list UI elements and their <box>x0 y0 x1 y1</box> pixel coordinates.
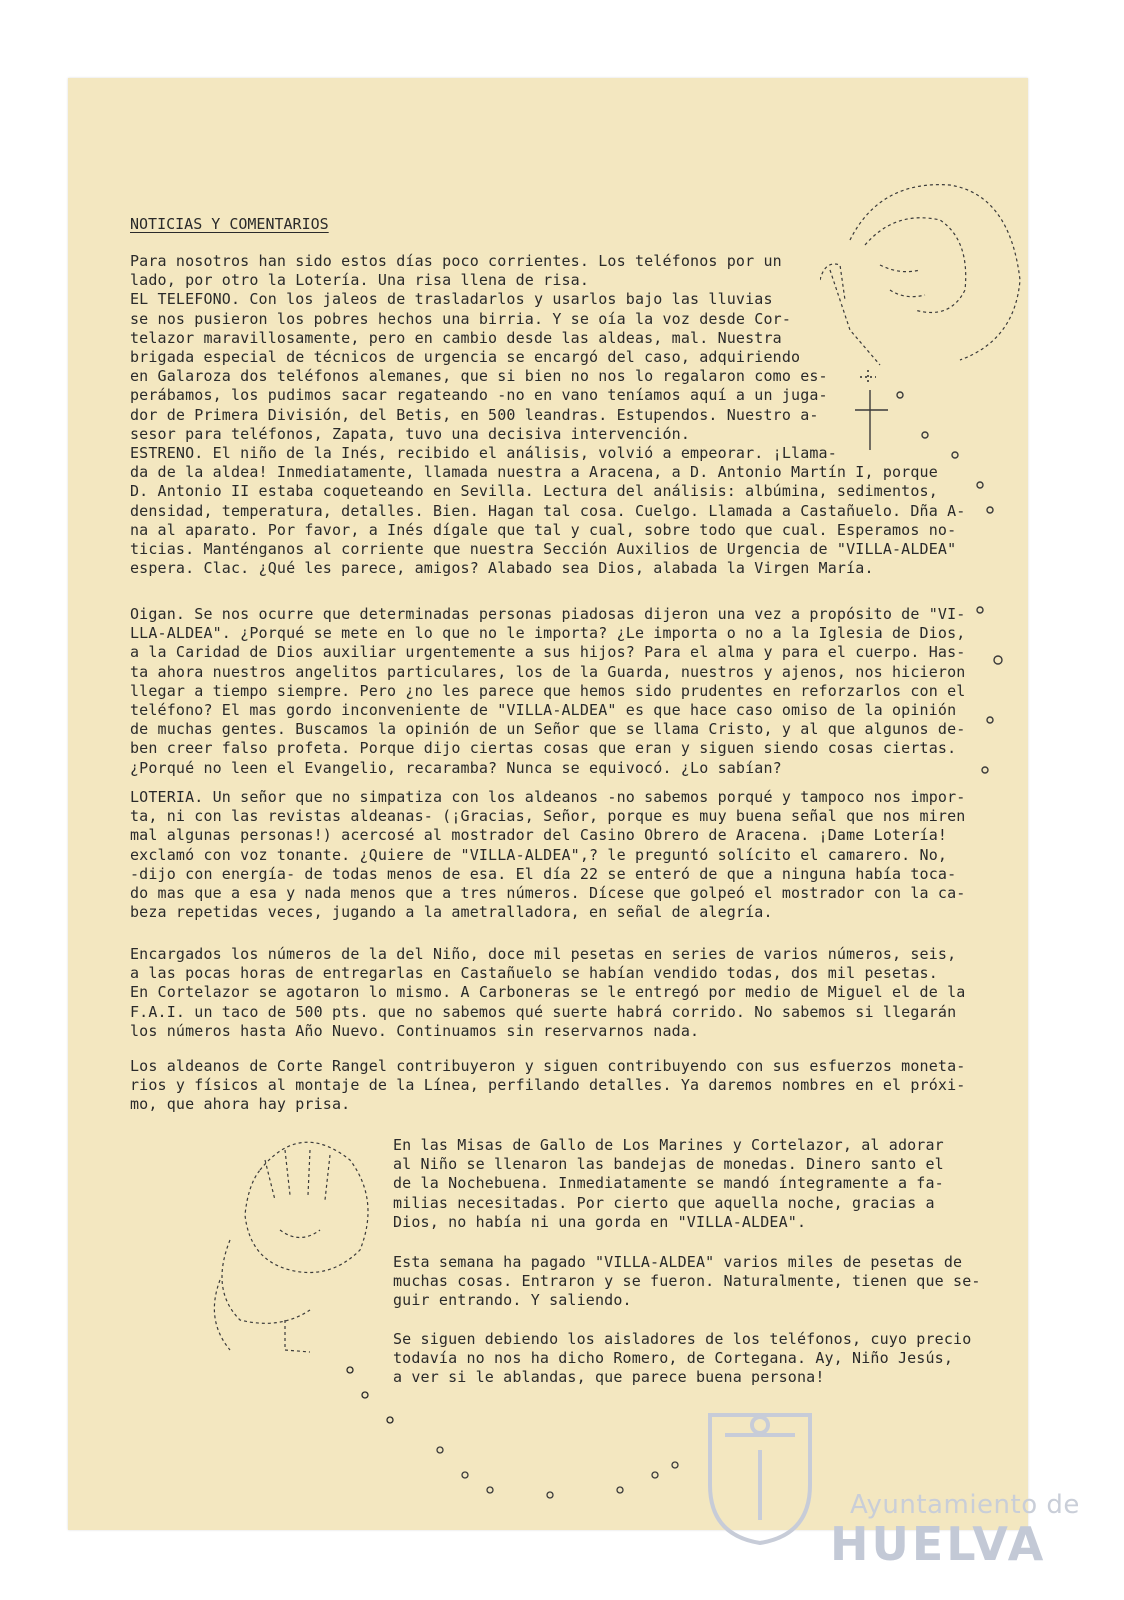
text-line: densidad, temperatura, detalles. Bien. Hagan tal cosa. Cuelgo. Llamada a Castañuelo. Dña A- <box>130 501 966 520</box>
text-line: guir entrando. Y saliendo. <box>393 1291 632 1310</box>
text-line: ticias. Manténganos al corriente que nuestra Sección Auxilios de Urgencia de "VILLA-ALDEA" <box>130 540 957 558</box>
text-line: da de la aldea! Inmediatamente, llamada nuestra a Aracena, a D. Antonio Martín I, porque <box>130 463 938 482</box>
text-line: a ver si le ablandas, que parece buena persona! <box>393 1368 825 1387</box>
text-line: Esta semana ha pagado "VILLA-ALDEA" varios miles de pesetas de <box>393 1253 963 1271</box>
text-line: Dios, no había ni una gorda en "VILLA-ALDEA". <box>393 1212 807 1231</box>
text-line: al Niño se llenaron las bandejas de monedas. Dinero santo el <box>393 1155 944 1174</box>
text-line: mal algunas personas!) acercosé al mostrador del Casino Obrero de Aracena. ¡Dame Lotería! <box>130 826 948 845</box>
text-line: teléfono? El mas gordo inconveniente de "VILLA-ALDEA" es que hace caso omiso de la opinión <box>130 701 957 719</box>
rosary-beads-drawing <box>420 1430 720 1510</box>
praying-virgin-drawing <box>820 170 1030 390</box>
text-line: espera. Clac. ¿Qué les parece, amigos? Alabado sea Dios, alabada la Virgen María. <box>130 559 874 578</box>
text-line: -dijo con energía- de todas menos de esa. El día 22 se enteró de que a ninguna había toca- <box>130 864 957 883</box>
text-line: Se siguen debiendo los aisladores de los teléfonos, cuyo precio <box>393 1330 972 1348</box>
text-line: de la Nochebuena. Inmediatamente se mandó íntegramente a fa- <box>393 1174 944 1193</box>
text-line: rios y físicos al montaje de la Línea, perfilando detalles. Ya daremos nombres en el próxi- <box>130 1076 966 1095</box>
text-line: se nos pusieron los pobres hechos una birria. Y se oía la voz desde Cor- <box>130 309 792 328</box>
text-line: En Cortelazor se agotaron lo mismo. A Carboneras se le entregó por medio de Miguel el de la <box>130 983 966 1002</box>
watermark-name: HUELVA <box>830 1517 1047 1571</box>
text-line: EL TELEFONO. Con los jaleos de trasladarlos y usarlos bajo las lluvias <box>130 290 773 309</box>
text-line: telazor maravillosamente, pero en cambio desde las aldeas, mal. Nuestra <box>130 328 782 347</box>
text-line: Encargados los números de la del Niño, doce mil pesetas en series de varios números, seis, <box>130 945 957 963</box>
text-line: a las pocas horas de entregarlas en Castañuelo se habían vendido todas, dos mil pesetas. <box>130 964 938 983</box>
text-line: D. Antonio II estaba coqueteando en Sevilla. Lectura del análisis: albúmina, sedimentos, <box>130 482 938 501</box>
text-line: brigada especial de técnicos de urgencia se encargó del caso, adquiriendo <box>130 348 801 366</box>
text-line: Para nosotros han sido estos días poco corrientes. Los teléfonos por un <box>130 252 782 270</box>
coat-of-arms-icon <box>700 1395 820 1545</box>
text-line: todavía no nos ha dicho Romero, de Cortegana. Ay, Niño Jesús, <box>393 1349 954 1368</box>
text-line: exclamó con voz tonante. ¿Quiere de "VILLA-ALDEA",? le preguntó solícito el camarero. No, <box>130 845 948 864</box>
child-angel-drawing <box>190 1120 420 1430</box>
text-line: beza repetidas veces, jugando a la ametralladora, en señal de alegría. <box>130 903 773 922</box>
text-line: ¿Porqué no leen el Evangelio, recaramba? Nunca se equivocó. ¿Lo sabían? <box>130 758 782 777</box>
text-line: perábamos, los pudimos sacar regateando -no en vano teníamos aquí a un juga- <box>130 386 828 405</box>
text-line: Los aldeanos de Corte Rangel contribuyeron y siguen contribuyendo con sus esfuerzos moneta- <box>130 1057 966 1075</box>
text-line: en Galaroza dos teléfonos alemanes, que si bien no nos lo regalaron como es- <box>130 367 828 386</box>
text-line: dor de Primera División, del Betis, en 500 leandras. Estupendos. Nuestro a- <box>130 405 819 424</box>
text-line: los números hasta Año Nuevo. Continuamos sin reservarnos nada. <box>130 1021 700 1040</box>
text-line: ben creer falso profeta. Porque dijo ciertas cosas que eran y siguen siendo cosas ciertas. <box>130 739 957 758</box>
text-line: ESTRENO. El niño de la Inés, recibido el análisis, volvió a empeorar. ¡Llama- <box>130 444 837 462</box>
page-title: NOTICIAS Y COMENTARIOS <box>130 215 329 233</box>
text-line: Oigan. Se nos ocurre que determinadas personas piadosas dijeron una vez a propósito de "VI- <box>130 605 966 623</box>
text-line: F.A.I. un taco de 500 pts. que no sabemos qué suerte habrá corrido. No sabemos si llegarán <box>130 1002 957 1021</box>
text-line: ta, ni con las revistas aldeanas- (¡Gracias, Señor, porque es muy buena señal que nos miren <box>130 807 966 826</box>
rosary-cross-drawing <box>840 380 1020 820</box>
text-line: En las Misas de Gallo de Los Marines y Cortelazor, al adorar <box>393 1136 944 1154</box>
text-line: muchas cosas. Entraron y se fueron. Naturalmente, tienen que se- <box>393 1272 981 1291</box>
text-line: llegar a tiempo siempre. Pero ¿no les parece que hemos sido prudentes en reforzarlos con el <box>130 681 966 700</box>
text-line: sesor para teléfonos, Zapata, tuvo una decisiva intervención. <box>130 424 691 443</box>
text-line: do mas que a esa y nada menos que a tres números. Dícese que golpeó el mostrador con la ca- <box>130 884 966 902</box>
text-line: LLA-ALDEA". ¿Porqué se mete en lo que no le importa? ¿Le importa o no a la Iglesia de Dios, <box>130 624 966 643</box>
text-line: LOTERIA. Un señor que no simpatiza con los aldeanos -no sabemos porqué y tampoco nos impor- <box>130 788 966 806</box>
text-line: na al aparato. Por favor, a Inés dígale que tal y cual, sobre todo que cual. Esperamos no- <box>130 520 957 539</box>
text-line: mo, que ahora hay prisa. <box>130 1095 351 1114</box>
text-line: ta ahora nuestros angelitos particulares, los de la Guarda, nuestros y ajenos, nos hicieron <box>130 662 966 681</box>
text-line: de muchas gentes. Buscamos la opinión de un Señor que se llama Cristo, y al que algunos de- <box>130 720 966 739</box>
text-line: milias necesitadas. Por cierto que aquella noche, gracias a <box>393 1193 935 1212</box>
watermark-title: Ayuntamiento de <box>850 1490 1080 1520</box>
text-line: a la Caridad de Dios auxiliar urgentemente a sus hijos? Para el alma y para el cuerpo. Has- <box>130 643 966 662</box>
text-line: lado, por otro la Lotería. Una risa llena de risa. <box>130 271 590 290</box>
